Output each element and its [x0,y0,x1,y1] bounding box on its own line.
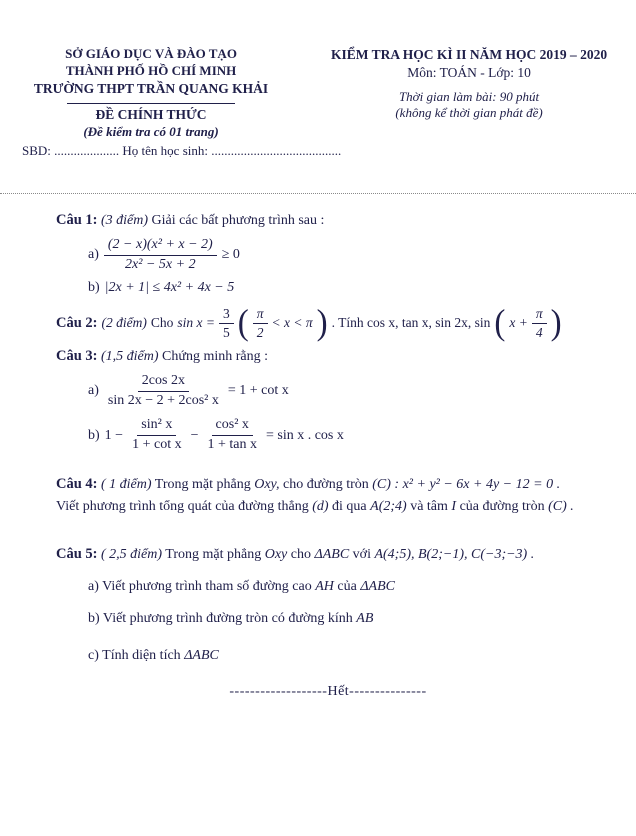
item-a-label: a) [88,578,99,594]
text-segment: Trong mặt phẳng [154,477,251,493]
fraction [104,373,223,410]
end-marker: -------------------Hết--------------- [229,683,427,699]
fraction-numerator: π [253,306,268,324]
question-5-label: Câu 5: [56,545,98,562]
fraction-three-fifths [219,306,234,341]
dotted-separator [0,193,636,194]
item-b-label: b) [88,611,100,627]
header-rule [67,103,235,104]
math-segment: Oxy [264,546,288,562]
text-segment: của đường tròn [459,499,545,515]
question-3-label: Câu 3: [56,347,98,364]
math-segment: (C) . [548,499,574,515]
question-5-item-c [88,646,600,666]
exam-pages-note: (Đề kiểm tra có 01 trang) [83,123,219,139]
question-3-item-b [88,417,600,454]
department-line-1: SỞ GIÁO DỤC VÀ ĐÀO TẠO [65,46,237,61]
identity-rhs: = 1 + cot x [227,383,289,399]
leading-term: 1 − [104,427,124,443]
question-3-heading [56,347,600,367]
fraction-denominator: sin 2x − 2 + 2cos² x [107,392,219,408]
point-a: A(2;4) [370,499,407,515]
question-2-lead: Cho [150,315,174,331]
absolute-value-inequality: |2x + 1| ≤ 4x² + 4x − 5 [104,279,235,295]
item-b-label: b) [88,427,100,443]
exam-title: KIỂM TRA HỌC KÌ II NĂM HỌC 2019 – 2020 [330,47,608,62]
open-paren: ( [237,303,249,344]
fraction [128,417,186,454]
question-3-points: (1,5 điểm) [101,348,159,364]
question-1-item-a [88,237,600,274]
question-1-heading [56,211,600,231]
math-segment: (d) [312,499,329,515]
triangle-abc: ΔABC [360,578,395,594]
text-segment: của [337,578,357,594]
diameter-ab: AB [356,611,374,627]
fraction-denominator: 2x² − 5x + 2 [125,256,196,272]
fraction-numerator: cos² x [212,417,253,436]
question-5-item-a [88,577,600,597]
questions-body [0,211,636,700]
fraction-pi-over-four [532,306,547,341]
math-segment: (C) : [372,477,400,493]
identity-rhs: = sin x . cos x [265,427,344,443]
minus-operator: − [190,427,199,443]
triangle-abc: ΔABC [184,647,219,663]
open-paren: ( [494,303,506,344]
fraction-numerator: π [532,306,547,324]
fraction-denominator: 5 [222,324,230,340]
question-5-item-b [88,609,600,629]
fraction [104,237,217,274]
text-segment: đi qua [332,499,367,515]
text-segment: cho [290,546,311,562]
fraction-denominator: 1 + tan x [207,437,257,453]
item-a-label: a) [88,383,99,399]
header-left-block [0,46,342,159]
text-segment: Viết phương trình tổng quát của đường thẳng [56,499,309,515]
question-4-label: Câu 4: [56,476,98,493]
student-id-line: SBD: .................... Họ tên học sinh: ........................................ [22,143,342,159]
text-segment: Tính diện tích [102,647,181,663]
question-2-points: (2 điểm) [101,315,147,331]
fraction-numerator: sin² x [137,417,176,436]
question-1-label: Câu 1: [56,212,98,229]
item-a-label: a) [88,247,99,263]
question-1-prompt: Giải các bất phương trình sau : [151,213,325,229]
text-segment: Viết phương trình tham số đường cao [102,578,312,594]
text-segment: và tâm [410,499,448,515]
inequality-rhs: ≥ 0 [221,247,240,263]
altitude-ah: AH [315,578,334,594]
fraction-numerator: (2 − x)(x² + x − 2) [104,237,217,256]
close-paren: ) [550,303,562,344]
triangle-abc: ΔABC [314,546,350,562]
header-right-block [302,46,636,159]
item-b-label: b) [88,279,100,295]
subject-grade-line: Môn: TOÁN - Lớp: 10 [407,64,531,80]
center-i: I [451,499,457,515]
exam-header [0,46,636,159]
text-segment: Trong mặt phẳng [165,546,262,562]
question-3-item-a [88,373,600,410]
question-1-points: (3 điểm) [101,213,149,229]
x-plus-term: x + [509,315,528,331]
official-exam-label: ĐỀ CHÍNH THỨC [95,107,207,122]
fraction-denominator: 4 [535,324,543,340]
question-2-line [56,303,600,344]
question-5-heading [56,544,600,565]
question-1-item-b [88,280,600,296]
fraction-pi-over-two [253,306,268,341]
fraction-numerator: 3 [219,306,234,324]
text-segment: với [352,546,371,562]
school-name: TRƯỜNG THPT TRẦN QUANG KHẢI [33,80,269,96]
department-line-2: THÀNH PHỐ HỒ CHÍ MINH [65,62,237,78]
question-5-points: ( 2,5 điểm) [101,546,163,562]
question-4-points: ( 1 điểm) [101,477,152,493]
text-segment: Viết phương trình đường tròn có đường kính [102,611,353,627]
item-c-label: c) [88,647,99,663]
fraction-denominator: 2 [256,324,264,340]
question-2-tail: . Tính cos x, tan x, sin 2x, sin [331,315,491,331]
fraction [203,417,261,454]
question-4-line-1 [56,474,600,495]
close-paren: ) [316,303,328,344]
math-segment: Oxy, [254,477,280,493]
duration-line: Thời gian làm bài: 90 phút [398,88,540,104]
vertex-coordinates: A(4;5), B(2;−1), C(−3;−3) . [374,546,535,562]
fraction-numerator: 2cos 2x [138,373,189,392]
question-3-prompt: Chứng minh rằng : [162,348,269,364]
text-segment: cho đường tròn [283,477,369,493]
question-2-label: Câu 2: [56,314,98,331]
duration-note: (không kể thời gian phát đề) [395,104,543,120]
question-4-line-2 [56,497,600,517]
fraction-denominator: 1 + cot x [132,437,182,453]
circle-equation: x² + y² − 6x + 4y − 12 = 0 . [402,477,561,493]
interval-condition: < x < π [271,315,313,331]
sine-equation: sin x = [177,315,215,331]
